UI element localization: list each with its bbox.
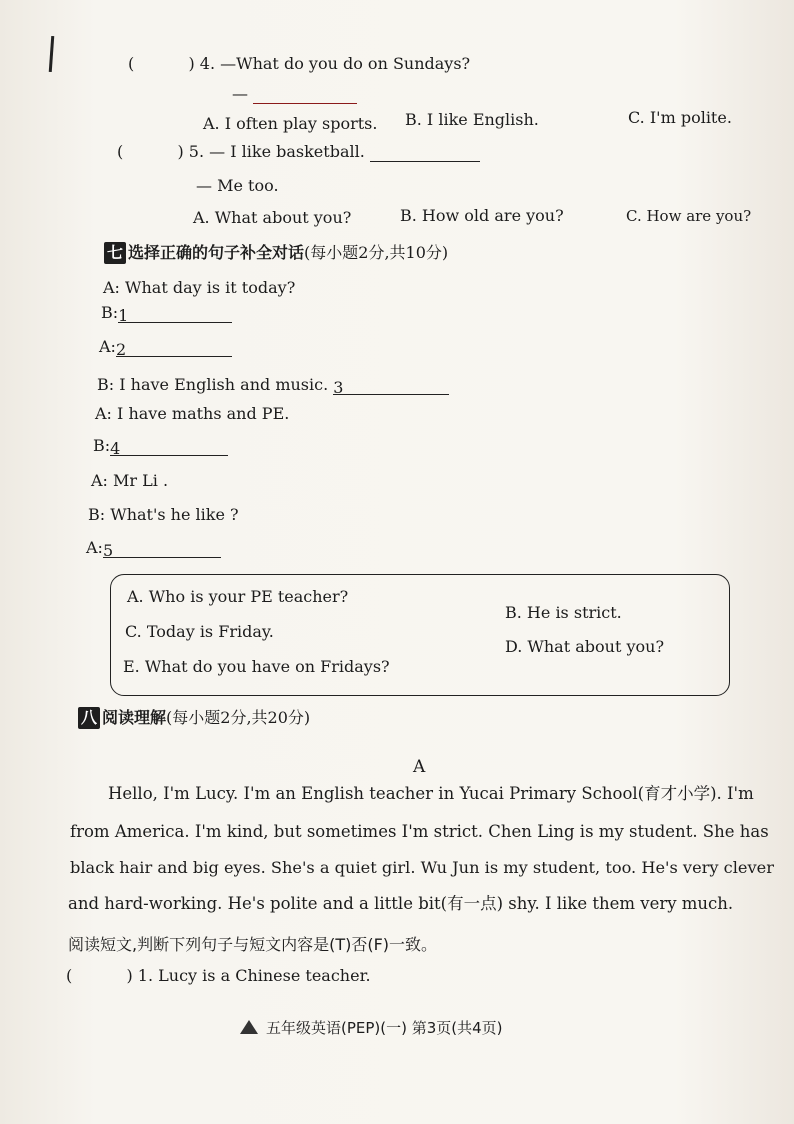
question-text: Lucy is a Chinese teacher. bbox=[158, 966, 371, 985]
choices-box bbox=[110, 574, 730, 696]
dialogue-text: What's he like ? bbox=[110, 505, 239, 524]
answer-paren-close: ) bbox=[126, 966, 133, 985]
q4-answer-line bbox=[232, 84, 357, 104]
dialogue-text: I have maths and PE. bbox=[117, 404, 290, 423]
choice-b: B. He is strict. bbox=[505, 603, 622, 622]
section-8-heading bbox=[78, 707, 310, 729]
choice-d: D. What about you? bbox=[505, 637, 665, 656]
answer-blank[interactable] bbox=[253, 87, 357, 104]
q4-option-b: B. I like English. bbox=[405, 110, 539, 129]
speaker: A: bbox=[95, 404, 112, 423]
dialogue-text: Mr Li . bbox=[113, 471, 169, 490]
q4-option-a: A. I often play sports. bbox=[203, 114, 378, 133]
answer-paren-close: ) bbox=[188, 54, 195, 73]
section-7-heading bbox=[104, 242, 448, 264]
answer-paren-open: ( bbox=[66, 966, 73, 985]
dialogue-blank-2[interactable] bbox=[116, 340, 232, 357]
section-8-badge: 八 bbox=[78, 707, 100, 729]
choice-a: A. Who is your PE teacher? bbox=[127, 587, 349, 606]
dialogue-text: What day is it today? bbox=[125, 278, 296, 297]
speaker: B: bbox=[101, 303, 119, 322]
question-5 bbox=[117, 142, 480, 162]
passage-label: A bbox=[413, 757, 426, 777]
blank-number: 4 bbox=[110, 439, 121, 458]
question-text: — I like basketball. bbox=[209, 142, 365, 161]
speaker: B: bbox=[93, 436, 111, 455]
q5-reply: — Me too. bbox=[196, 176, 279, 195]
section-8-note: (每小题2分,共20分) bbox=[166, 708, 311, 727]
dialogue-line-4 bbox=[97, 375, 449, 395]
answer-paren-open: ( bbox=[128, 54, 135, 73]
dialogue-blank-5[interactable] bbox=[103, 541, 221, 558]
question-number: 5. bbox=[188, 142, 205, 161]
question-number: 4. bbox=[199, 54, 216, 73]
reading-question-1 bbox=[66, 966, 371, 986]
answer-blank[interactable] bbox=[370, 145, 480, 162]
question-number: 1. bbox=[137, 966, 154, 985]
margin-pen-mark bbox=[49, 36, 55, 72]
speaker: B: bbox=[97, 375, 115, 394]
dialogue-line-8 bbox=[88, 505, 239, 525]
blank-number: 1 bbox=[118, 306, 129, 325]
dialogue-line-5 bbox=[95, 404, 289, 424]
footer-text: 五年级英语(PEP)(一) 第3页(共4页) bbox=[266, 1019, 503, 1037]
speaker: A: bbox=[99, 337, 116, 356]
dialogue-blank-1[interactable] bbox=[118, 306, 232, 323]
section-7-note: (每小题2分,共10分) bbox=[304, 243, 449, 262]
q4-option-c: C. I'm polite. bbox=[628, 108, 732, 127]
blank-number: 2 bbox=[115, 340, 127, 359]
section-7-badge: 七 bbox=[104, 242, 126, 264]
section-7-title: 选择正确的句子补全对话 bbox=[128, 243, 305, 262]
dialogue-line-3 bbox=[99, 337, 232, 357]
q5-option-c: C. How are you? bbox=[626, 207, 752, 225]
dialogue-text: I have English and music. bbox=[119, 375, 329, 394]
speaker: A: bbox=[103, 278, 120, 297]
dialogue-line-6 bbox=[93, 436, 228, 456]
speaker: A: bbox=[91, 471, 108, 490]
page-footer bbox=[240, 1017, 503, 1038]
q5-option-b: B. How old are you? bbox=[400, 206, 564, 225]
choice-c: C. Today is Friday. bbox=[125, 622, 274, 641]
passage-line-1: Hello, I'm Lucy. I'm an English teacher in Yucai Primary School(育才小学). I'm bbox=[108, 784, 754, 803]
q5-option-a: A. What about you? bbox=[193, 208, 352, 227]
dialogue-line-9 bbox=[86, 538, 221, 558]
passage-line-4: and hard-working. He's polite and a little bit(有一点) shy. I like them very much. bbox=[68, 894, 734, 913]
reading-instruction: 阅读短文,判断下列句子与短文内容是(T)否(F)一致。 bbox=[68, 935, 438, 954]
answer-paren-open: ( bbox=[117, 142, 124, 161]
dialogue-blank-4[interactable] bbox=[110, 439, 228, 456]
publisher-logo-icon bbox=[240, 1020, 258, 1034]
section-8-title: 阅读理解 bbox=[102, 708, 167, 727]
dialogue-blank-3[interactable] bbox=[333, 378, 449, 395]
question-text: —What do you do on Sundays? bbox=[220, 54, 471, 73]
dialogue-line-7 bbox=[91, 471, 168, 491]
answer-dash: — bbox=[232, 84, 248, 103]
passage-line-2: from America. I'm kind, but sometimes I'm strict. Chen Ling is my student. She has bbox=[70, 822, 769, 841]
passage-line-3: black hair and big eyes. She's a quiet girl. Wu Jun is my student, too. He's very clever bbox=[70, 858, 774, 877]
question-4 bbox=[128, 54, 470, 74]
dialogue-line-1 bbox=[103, 278, 295, 298]
blank-number: 5 bbox=[102, 541, 114, 560]
speaker: A: bbox=[86, 538, 103, 557]
speaker: B: bbox=[88, 505, 106, 524]
blank-number: 3 bbox=[333, 378, 344, 397]
choice-e: E. What do you have on Fridays? bbox=[123, 657, 390, 676]
answer-paren-close: ) bbox=[177, 142, 184, 161]
dialogue-line-2 bbox=[101, 303, 232, 323]
